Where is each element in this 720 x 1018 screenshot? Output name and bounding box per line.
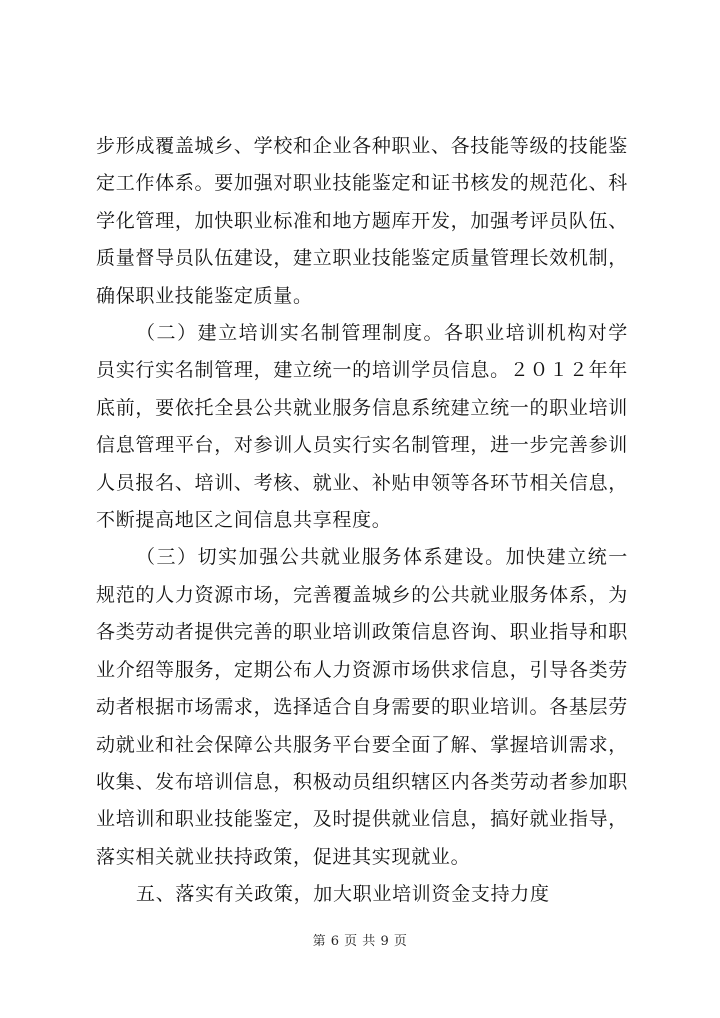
- page-footer: 第 6 页 共 9 页: [312, 934, 408, 949]
- paragraph-public-employment-service: （三）切实加强公共就业服务体系建设。加快建立统一规范的人力资源市场，完善覆盖城乡的公共就业服务体系，为各类劳动者提供完善的职业培训政策信息咨询、职业指导和职业介绍等服务，定期公布人力资源市场供求信息，引导各类劳动者根据市场需求，选择适合自身需要的职业培训。各基层劳动就业和社会保障公共服务平台要全面了解、掌握培训需求，收集、发布培训信息，积极动员组织辖区内各类劳动者参加职业培训和职业技能鉴定，及时提供就业信息，搞好就业指导，落实相关就业扶持政策，促进其实现就业。: [96, 546, 628, 868]
- document-body: [96, 128, 628, 914]
- section-heading-policy-support: 五、落实有关政策，加大职业培训资金支持力度: [136, 883, 550, 906]
- paragraph-continuation: 步形成覆盖城乡、学校和企业各种职业、各技能等级的技能鉴定工作体系。要加强对职业技能鉴定和证书核发的规范化、科学化管理，加快职业标准和地方题库开发，加强考评员队伍、质量督导员队伍建设，建立职业技能鉴定质量管理长效机制，确保职业技能鉴定质量。: [96, 135, 628, 307]
- paragraph-real-name-training: （二）建立培训实名制管理制度。各职业培训机构对学员实行实名制管理，建立统一的培训学员信息。２０１２年年底前，要依托全县公共就业服务信息系统建立统一的职业培训信息管理平台，对参训人员实行实名制管理，进一步完善参训人员报名、培训、考核、就业、补贴申领等各环节相关信息，不断提高地区之间信息共享程度。: [96, 322, 628, 532]
